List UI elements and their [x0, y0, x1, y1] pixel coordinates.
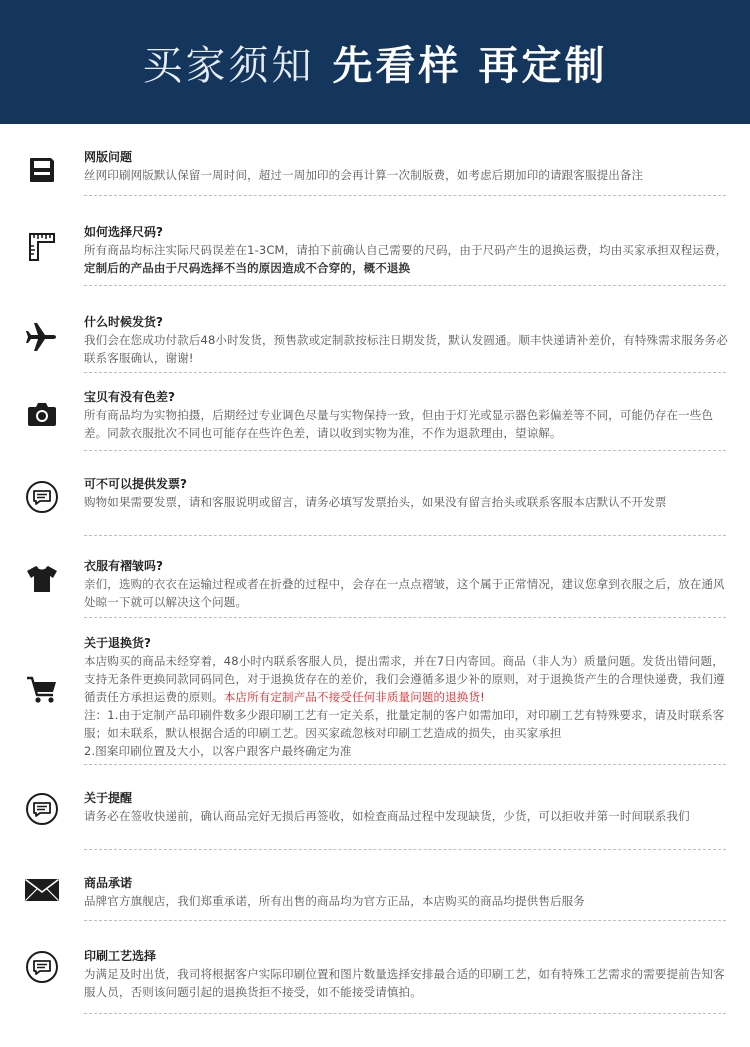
dashed-divider: [84, 764, 726, 765]
header-title-bold: 先看样 再定制: [332, 42, 608, 89]
section-body: 亲们，选购的衣衣在运输过程或者在折叠的过程中，会存在一点点褶皱，这个属于正常情况，建议您拿到衣服之后，放在通风处晾一下就可以解决这个问题。: [84, 577, 725, 609]
section-title: 关于退换货?: [84, 636, 151, 650]
section-title: 商品承诺: [84, 876, 133, 890]
floppy-disk-icon: [22, 150, 62, 190]
dashed-divider: [84, 195, 726, 196]
camera-icon: [22, 394, 62, 434]
dashed-divider: [84, 1013, 726, 1014]
envelope-icon: [22, 870, 62, 910]
chat-bubble-icon: [22, 947, 62, 987]
section-body: 本店购买的商品未经穿着，48小时内联系客服人员，提出需求，并在7日内寄回。商品（非人为）质量问题。发货出错问题，支持无条件更换同款同码同色，对于退换货存在的差价，我们会遵循多退少补的原则，对于退换货产生的合理快递费，我们遵循责任方承担运费的原则。本店所有定制产品不接受任何非质量问题的退换货! 注：1.由于定制产品印刷件数多少跟印刷工艺有一定关系，批量定制的客户如需加印，对印刷工艺有特殊要求，请及时联系客服；如未联系，默认根据合适的印刷工艺。因买家疏忽核对印刷工艺造成的损失，由买家承担 2.图案印刷位置及大小，以客户跟客户最终确定为准: [84, 654, 725, 758]
custom-no-return-warning: 本店所有定制产品不接受任何非质量问题的退换货!: [223, 690, 485, 704]
section-body: 购物如果需要发票，请和客服说明或留言，请务必填写发票抬头，如果没有留言抬头或联系客服本店默认不开发票: [84, 495, 667, 509]
chat-bubble-icon: [22, 477, 62, 517]
section-body: 丝网印刷网版默认保留一周时间，超过一周加印的会再计算一次制版费，如考虑后期加印的请跟客服提出备注: [84, 168, 644, 182]
section-body: 所有商品均为实物拍摄，后期经过专业调色尽量与实物保持一致，但由于灯光或显示器色彩偏差等不同，可能仍存在一些色差。同款衣服批次不同也可能存在些许色差，请以收到实物为准，不作为退款理由，望谅解。: [84, 408, 714, 440]
section-title: 可不可以提供发票?: [84, 477, 187, 491]
section-title: 网版问题: [84, 150, 133, 164]
section-title: 衣服有褶皱吗?: [84, 559, 163, 573]
section-body: 我们会在您成功付款后48小时发货，预售款或定制款按标注日期发货，默认发圆通。顺丰快递请补差价，有特殊需求服务务必联系客服确认，谢谢!: [84, 333, 729, 365]
section-title: 宝贝有没有色差?: [84, 390, 175, 404]
section-title: 如何选择尺码?: [84, 225, 163, 239]
header-title-light: 买家须知: [142, 42, 315, 89]
dashed-divider: [84, 450, 726, 451]
section-title: 印刷工艺选择: [84, 949, 157, 963]
shopping-cart-icon: [22, 670, 62, 710]
section-body: 请务必在签收快递前，确认商品完好无损后再签收，如检查商品过程中发现缺货，少货，可以拒收并第一时间联系我们: [84, 809, 690, 823]
t-shirt-icon: [22, 559, 62, 599]
dashed-divider: [84, 849, 726, 850]
section-body: 品牌官方旗舰店，我们郑重承诺，所有出售的商品均为官方正品，本店购买的商品均提供售后服务: [84, 894, 585, 908]
section-body: 为满足及时出货，我司将根据客户实际印刷位置和图片数量选择安排最合适的印刷工艺，如有特殊工艺需求的需要提前告知客服人员，否则该问题引起的退换货拒不接受，如不能接受请慎拍。: [84, 967, 725, 999]
dashed-divider: [84, 617, 726, 618]
ruler-icon: [22, 227, 62, 267]
chat-bubble-icon: [22, 789, 62, 829]
section-body: 所有商品均标注实际尺码误差在1-3CM，请拍下前确认自己需要的尺码，由于尺码产生的退换运费，均由买家承担双程运费，定制后的产品由于尺码选择不当的原因造成不合穿的，概不退换: [84, 243, 728, 275]
dashed-divider: [84, 372, 726, 373]
section-title: 什么时候发货?: [84, 315, 163, 329]
dashed-divider: [84, 535, 726, 536]
airplane-icon: [22, 317, 62, 357]
dashed-divider: [84, 920, 726, 921]
section-title: 关于提醒: [84, 791, 133, 805]
size-warning-text: 定制后的产品由于尺码选择不当的原因造成不合穿的，概不退换: [84, 261, 411, 275]
header-banner: [0, 0, 750, 124]
dashed-divider: [84, 285, 726, 286]
